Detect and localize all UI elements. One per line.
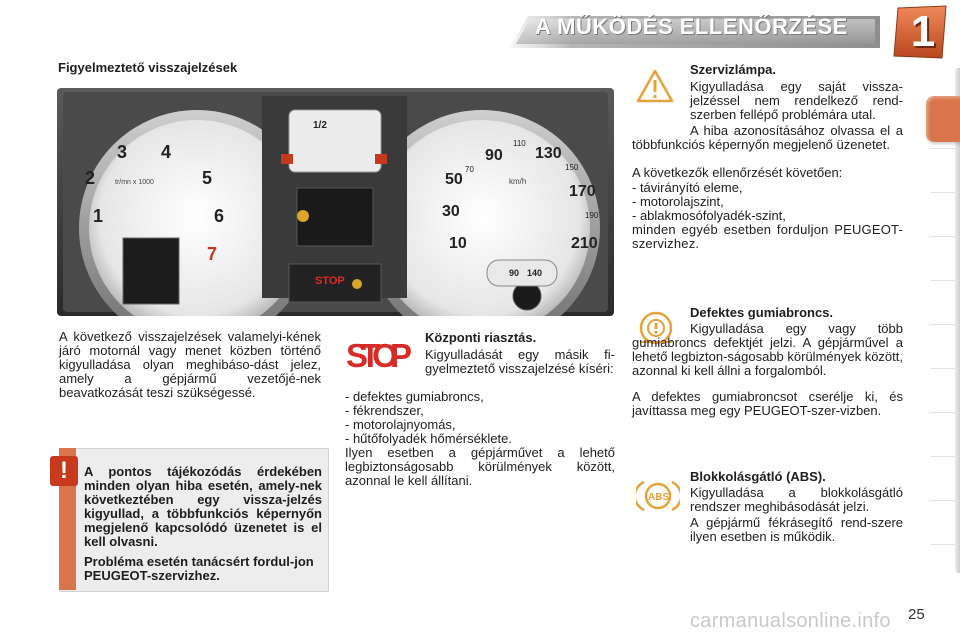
list-item: - ablakmosófolyadék-szint, [632, 208, 786, 223]
abs-warning-icon [636, 478, 680, 514]
speed-number: 170 [569, 183, 596, 200]
note-paragraph: Probléma esetén tanácsért fordul-jon PEUGEOT-szervizhez. [84, 554, 314, 583]
exclamation-icon: ! [50, 456, 78, 486]
service-paragraph: A következők ellenőrzését követően: [632, 165, 843, 180]
service-warning-icon [636, 68, 674, 104]
stop-section-after: Ilyen esetben a gépjárművet a lehető legbiztonságosabb körülmények között, azonnal le kell állítani. [345, 445, 615, 488]
panel-warning-light [352, 279, 362, 289]
note-paragraph: A pontos tájékozódás érdekében minden olyan hiba esetén, amely-nek következtében egy vissza-jelzés kigyullad, a többfunkciós képernyőn megjelenő kapcsolódó üzenetet is el kell olvasni. [84, 464, 322, 549]
temp-gauge-label: 140 [527, 268, 543, 278]
stop-section-text: Kigyulladását egy másik fi-gyelmeztető visszajelzésé kíséri: [425, 347, 615, 376]
chapter-tab-5[interactable] [930, 280, 958, 321]
service-check-list [632, 181, 786, 223]
list-item: - motorolajszint, [632, 194, 724, 209]
chapter-tab-6[interactable] [930, 324, 958, 365]
speed-number: 130 [535, 145, 562, 162]
speed-number: 70 [465, 165, 474, 174]
list-item: - fékrendszer, [345, 403, 424, 418]
tach-unit-label: tr/mn x 1000 [115, 179, 154, 186]
speed-number: 210 [571, 235, 598, 252]
chapter-tabs [926, 68, 960, 573]
chapter-title: A MŰKÖDÉS ELLENŐRZÉSE [535, 14, 848, 39]
service-paragraph: Kigyulladása egy saját vissza-jelzéssel nem rendelkező rend-szerben fellépő problémára utal. [690, 79, 903, 122]
temp-gauge-label: 90 [509, 268, 520, 278]
service-section-title: Szervizlámpa. [690, 62, 776, 77]
tyre-paragraph: A defektes gumiabroncsot cserélje ki, és javíttassa meg egy PEUGEOT-szer-vizben. [632, 389, 903, 418]
chapter-tab-2[interactable] [930, 148, 958, 189]
tyre-section-title: Defektes gumiabroncs. [690, 305, 834, 320]
panel-stop-light: STOP [315, 275, 345, 287]
speed-number: 190 [585, 211, 599, 220]
chapter-number: 1 [910, 7, 936, 56]
chapter-tab-7[interactable] [930, 368, 958, 409]
tach-number: 2 [85, 168, 96, 188]
watermark: carmanualsonline.info [690, 610, 891, 632]
intro-paragraph: A következő visszajelzések valamelyi-kének járó motornál vagy menet közben történő kigyulladása olyan meghibáso-dást jelez, amely a gépjármű vezetőjé-nek beavatkozását teszi szükségessé. [59, 329, 321, 400]
panel-warning-light [297, 210, 309, 222]
important-note-text [84, 465, 322, 589]
stop-section-title: Központi riasztás. [425, 330, 537, 345]
chapter-tab-3[interactable] [930, 192, 958, 233]
chapter-tab-10[interactable] [930, 500, 958, 541]
speed-number: 10 [449, 235, 467, 252]
service-after: minden egyéb esetben forduljon PEUGEOT-szervizhez. [632, 222, 903, 251]
list-item: - távirányító eleme, [632, 180, 743, 195]
chapter-tab-11[interactable] [930, 544, 958, 585]
chapter-tab-8[interactable] [930, 412, 958, 453]
tach-number: 7 [207, 244, 218, 264]
speed-number: 150 [565, 163, 579, 172]
abs-paragraph: Kigyulladása a blokkolásgátló rendszer meghibásodását jelzi. [690, 485, 903, 514]
stop-warning-icon [346, 337, 414, 371]
fuel-gauge-label: 1/2 [313, 120, 327, 131]
chapter-tab-1[interactable] [926, 96, 960, 142]
list-item: - hűtőfolyadék hőmérséklete. [345, 431, 512, 446]
tach-number: 3 [117, 142, 128, 162]
speed-number: 30 [442, 203, 460, 220]
tach-number: 1 [93, 206, 104, 226]
panel-warning-light [281, 154, 293, 164]
speed-number: 50 [445, 171, 463, 188]
list-item: - motorolajnyomás, [345, 417, 456, 432]
tach-number: 4 [161, 142, 172, 162]
chapter-tab-9[interactable] [930, 456, 958, 497]
speed-unit-label: km/h [509, 177, 527, 186]
panel-warning-light [375, 154, 387, 164]
tyre-paragraph: Kigyulladása egy vagy több gumiabroncs defektjét jelzi. A gépjárművel a lehető legbizton-ságosabb körülmények között, azonnal ki kell állni a forgalomból. [632, 321, 903, 378]
section-heading: Figyelmeztető visszajelzések [58, 60, 238, 75]
tach-number: 5 [202, 168, 213, 188]
stop-icon-label: STOP [346, 337, 412, 371]
stop-section-list [345, 390, 512, 446]
page-number: 25 [908, 606, 925, 623]
instrument-panel-illustration [57, 88, 614, 316]
speed-number: 110 [513, 139, 526, 148]
list-item: - defektes gumiabroncs, [345, 389, 484, 404]
abs-section-title: Blokkolásgátló (ABS). [690, 469, 826, 484]
abs-icon-label: ABS [648, 492, 670, 503]
tach-number: 6 [214, 206, 225, 226]
service-paragraph: A hiba azonosításához olvassa el a többfunkciós képernyőn megjelenő üzenetet. [632, 123, 903, 152]
chapter-tab-4[interactable] [930, 236, 958, 277]
speed-number: 90 [485, 147, 503, 164]
abs-paragraph: A gépjármű fékrásegítő rend-szere ilyen esetben is működik. [690, 515, 903, 544]
